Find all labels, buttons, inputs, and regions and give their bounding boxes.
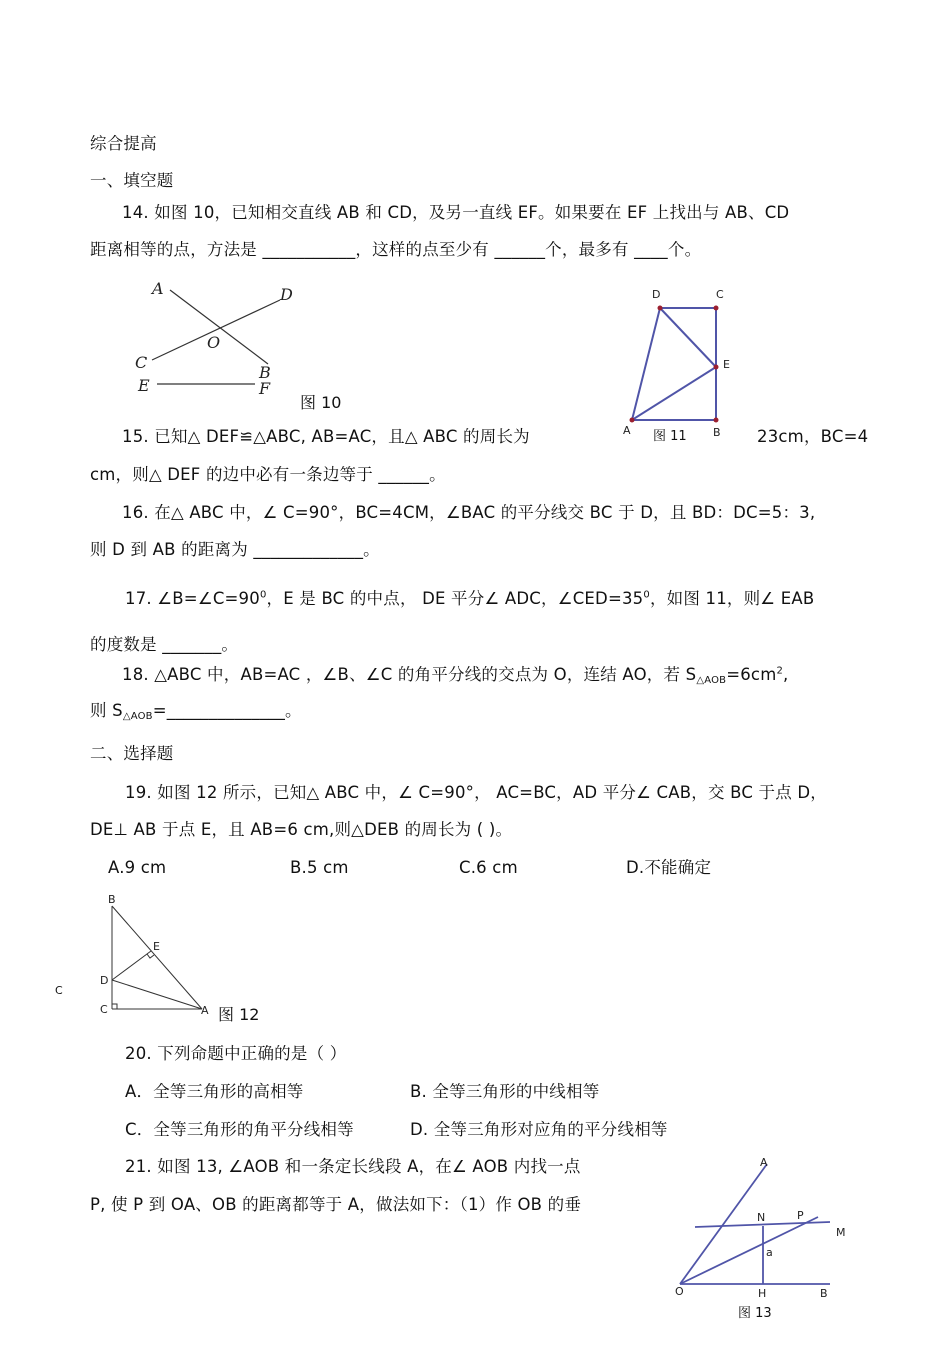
fig12-label-b: B [108,893,116,906]
fig13-label-a-length: a [766,1246,773,1259]
q17-line2: 的度数是 _______。 [90,635,239,654]
q19-option-d: D.不能确定 [626,858,712,877]
fig11-label-e: E [723,358,730,371]
fig12-caption: 图 12 [218,1005,260,1024]
fig10-label-a: A [152,279,164,298]
fig10-label-d: D [280,285,293,304]
part2-title: 二、选择题 [90,744,174,763]
fig12-label-a: A [201,1004,209,1017]
q19-line2: DE⊥ AB 于点 E，且 AB=6 cm,则△DEB 的周长为 ( )。 [90,820,513,839]
section-title: 综合提高 [90,134,157,153]
figure-10 [130,278,300,403]
fig11-label-c: C [716,288,724,301]
fig11-label-b: B [713,426,721,439]
q20-option-a: A．全等三角形的高相等 [125,1082,304,1101]
q16-line1: 16. 在△ ABC 中，∠ C=90°，BC=4CM，∠BAC 的平分线交 BC 于 D，且 BD：DC=5：3, [122,503,816,522]
q21-line2: P, 使 P 到 OA、OB 的距离都等于 A，做法如下：（1）作 OB 的垂 [90,1195,582,1214]
q15-tail: 23cm，BC=4 [757,427,869,446]
fig10-label-o: O [207,333,221,352]
fig13-label-m: M [836,1226,846,1239]
q19-line1: 19. 如图 12 所示，已知△ ABC 中，∠ C=90°， AC=BC，AD 平分∠ CAB，交 BC 于点 D， [125,783,827,802]
q20-option-d: D. 全等三角形对应角的平分线相等 [410,1120,668,1139]
fig13-label-h: H [758,1287,767,1300]
q21-line1: 21. 如图 13, ∠AOB 和一条定长线段 A，在∠ AOB 内找一点 [125,1157,581,1176]
q19-option-b: B.5 cm [290,858,349,877]
figure-12 [95,892,220,1027]
fig11-caption: 图 11 [653,429,687,444]
fig13-label-n: N [757,1211,766,1224]
fig13-label-a: A [760,1156,768,1169]
q14-line1: 14. 如图 10，已知相交直线 AB 和 CD，及另一直线 EF。如果要在 EF 上找出与 AB、CD [122,203,790,222]
fig10-label-b: B [259,363,271,382]
q14-line2: 距离相等的点，方法是 ___________，这样的点至少有 ______个，最多有 ____个。 [90,240,702,259]
figure-11 [615,283,745,443]
fig12-label-c: C [100,1003,108,1016]
fig11-label-d: D [652,288,661,301]
q19-option-c: C.6 cm [459,858,518,877]
fig10-label-e: E [138,376,150,395]
fig12-stray-label: C [55,984,63,997]
fig12-label-e: E [153,940,160,953]
fig11-label-a: A [623,424,631,437]
q15-line2: cm，则△ DEF 的边中必有一条边等于 ______。 [90,465,446,484]
fig10-label-c: C [135,353,148,372]
q20-title: 20. 下列命题中正确的是（ ） [125,1044,347,1063]
q20-option-c: C．全等三角形的角平分线相等 [125,1120,354,1139]
q18-line1: 18. △ABC 中，AB=AC ，∠B、∠C 的角平分线的交点为 O，连结 AO，若 $S_{\triangle AOB}=6cm^2$, [122,665,789,686]
q18-line2: 则 $S_{\triangle AOB}=\_\_\_\_\_\_\_\_\_\_\_\_\_\_$。 [90,701,302,722]
figure-13 [665,1152,865,1327]
fig12-label-d: D [100,974,109,987]
q17-line1: 17. $\angle B=\angle C=90^0$，E 是 BC 的中点， DE 平分∠ ADC，$\angle CED=35^0$，如图 11，则∠ EAB [125,589,815,608]
fig13-label-p: P [797,1209,804,1222]
q20-option-b: B. 全等三角形的中线相等 [410,1082,600,1101]
q19-option-a: A.9 cm [108,858,167,877]
q15-line1: 15. 已知△ DEF≌△ABC, AB=AC，且△ ABC 的周长为 [122,427,530,446]
fig13-label-o: O [675,1285,684,1298]
fig10-caption: 图 10 [300,393,342,412]
fig13-caption: 图 13 [738,1306,772,1321]
fig13-label-b: B [820,1287,828,1300]
part1-title: 一、填空题 [90,171,174,190]
fig10-label-f: F [259,379,271,398]
q16-line2: 则 D 到 AB 的距离为 _____________。 [90,540,380,559]
